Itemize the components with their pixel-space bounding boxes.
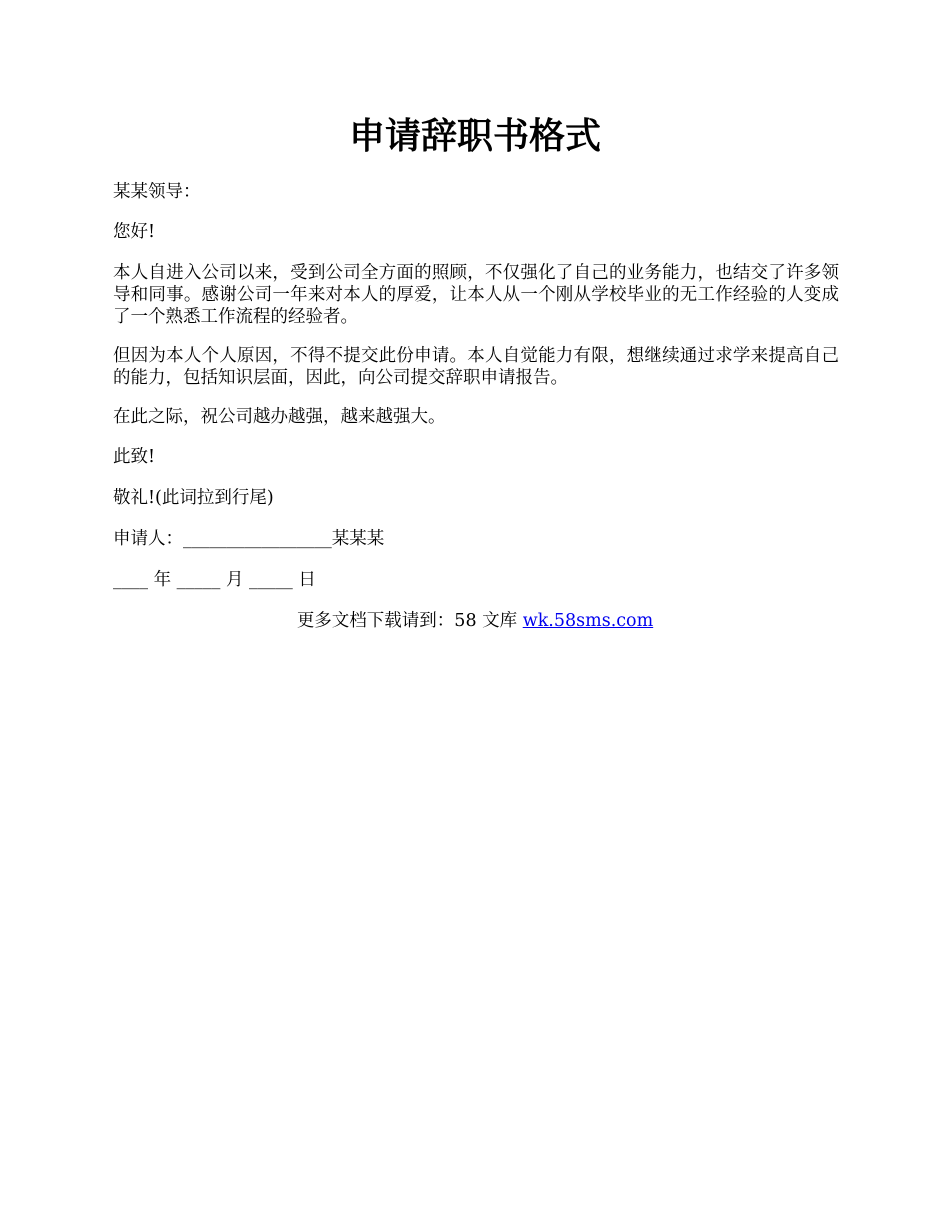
applicant-signature: 申请人：_________________某某某 <box>113 529 385 549</box>
paragraph-gratitude: 本人自进入公司以来，受到公司全方面的照顾，不仅强化了自己的业务能力，也结交了许多领导和同事。感谢公司一年来对本人的厚爱，让本人从一个刚从学校毕业的无工作经验的人变成了一个熟悉工作流程的经验者。 <box>113 263 839 327</box>
closing-line-1: 此致! <box>113 447 156 467</box>
document-title: 申请辞职书格式 <box>348 115 601 157</box>
greeting: 您好! <box>113 222 156 242</box>
date-line: ____ 年 _____ 月 _____ 日 <box>113 570 316 590</box>
salutation: 某某领导： <box>113 182 201 202</box>
paragraph-wishes: 在此之际，祝公司越办越强，越来越强大。 <box>113 407 446 427</box>
footer-text: 更多文档下载请到：58 文库 <box>296 611 523 631</box>
paragraph-reason: 但因为本人个人原因，不得不提交此份申请。本人自觉能力有限，想继续通过求学来提高自己的能力，包括知识层面，因此，向公司提交辞职申请报告。 <box>113 346 839 388</box>
closing-line-2: 敬礼!(此词拉到行尾) <box>113 488 274 508</box>
footer-link[interactable]: wk.58sms.com <box>522 611 654 631</box>
footer <box>0 610 950 632</box>
